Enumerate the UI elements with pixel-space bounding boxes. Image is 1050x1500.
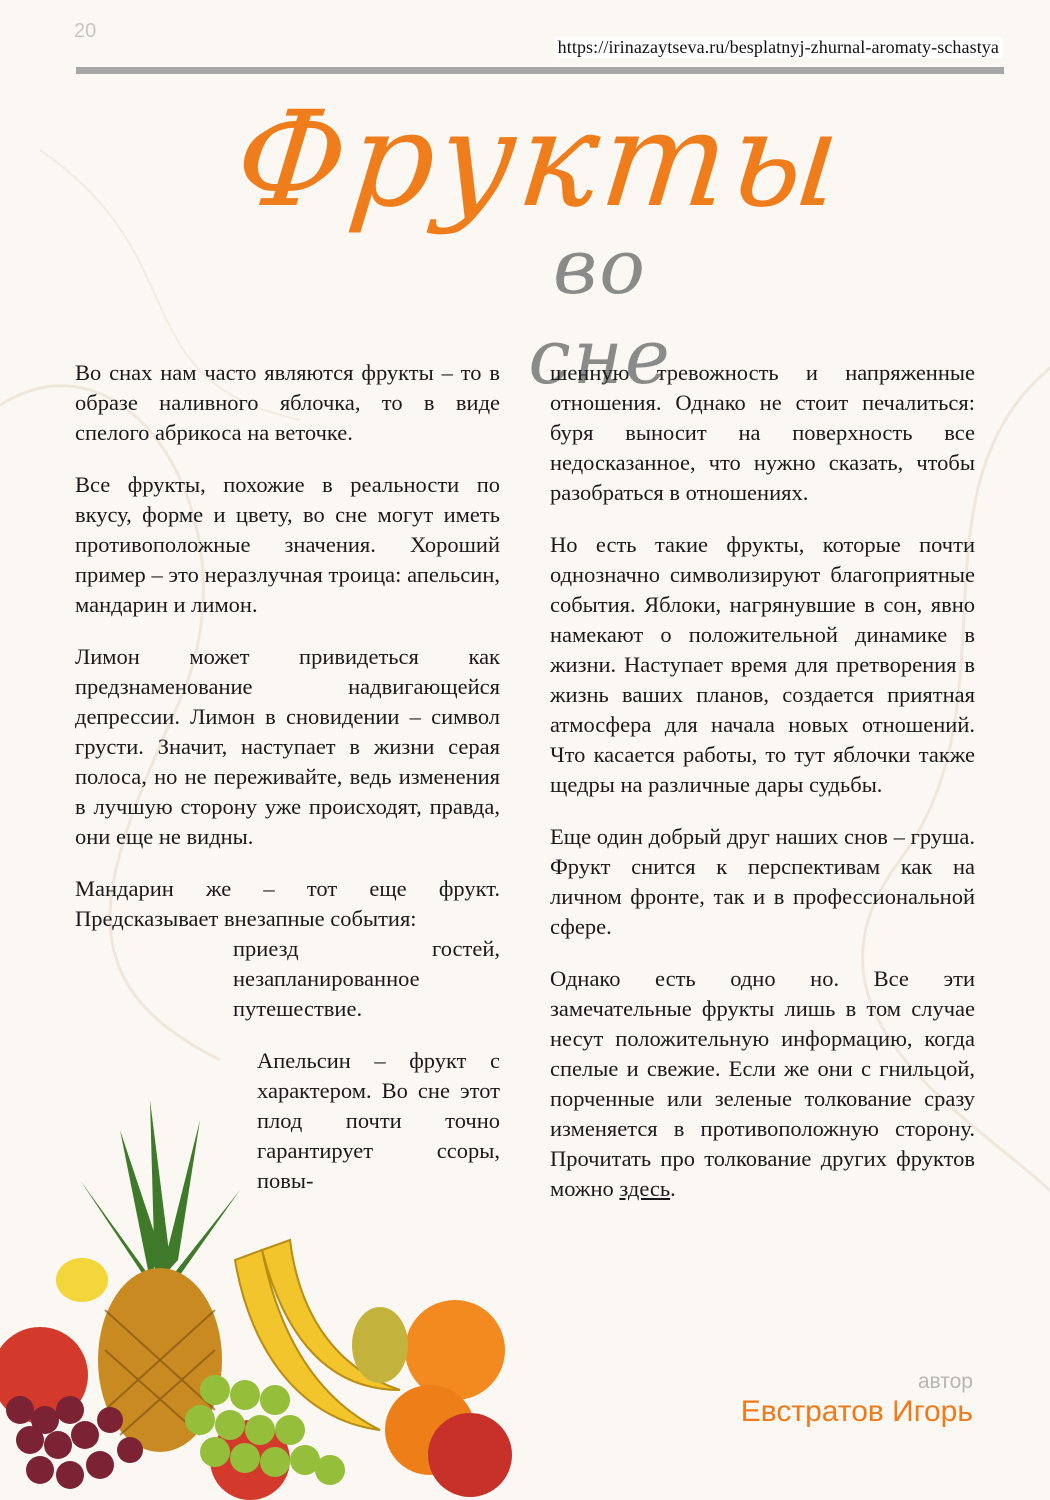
paragraph-orange-cont: шенную тревожность и напряженные отношения. Однако не стоит печалиться: буря выносит на поверхность все недосказанное, что нужно сказать, чтобы разобраться в отношениях. — [550, 360, 975, 505]
paragraph-lemon: Лимон может привидеться как предзнаменование надвигающейся депрессии. Лимон в сновидении – символ грусти. Значит, наступает в жизни серая полоса, но не переживайте, ведь изменения в лучшую сторону уже происходят, правда, они еще не видны. — [75, 644, 500, 849]
header-rule — [76, 67, 1004, 74]
lemon-icon — [56, 1258, 108, 1302]
conclusion-period: . — [670, 1176, 676, 1201]
pineapple-leaves-icon — [80, 1100, 240, 1290]
page-number: 20 — [74, 20, 97, 42]
page-title: Фрукты — [228, 83, 852, 237]
author-name: Евстратов Игорь — [740, 1395, 973, 1428]
right-text-column — [550, 358, 975, 1226]
left-text-column — [75, 358, 500, 1218]
paragraph-orange: Апельсин – фрукт с характером. Во сне этот плод почти точно гарантирует ссоры, повы- — [257, 1048, 500, 1193]
author-label: автор — [917, 1370, 973, 1393]
here-link[interactable]: здесь — [619, 1176, 671, 1201]
orange-icon — [405, 1300, 505, 1400]
mandarin-text-b: приезд гостей, незапланированное путешествие. — [233, 936, 500, 1021]
paragraph-pear: Еще один добрый друг наших снов – груша. Фрукт снится к перспективам как на личном фронте, так и в профессиональной сфере. — [550, 824, 975, 939]
paragraph-intro: Во снах нам часто являются фрукты – то в образе наливного яблочка, то в виде спелого абрикоса на веточке. — [75, 360, 500, 445]
pear-icon — [352, 1307, 408, 1383]
source-url-link[interactable]: https://irinazaytseva.ru/besplatnyj-zhurnal-aromaty-schastya — [554, 37, 1003, 58]
paragraph-apples: Но есть такие фрукты, которые почти однозначно символизируют благоприятные события. Яблоки, нагрянувшие в сон, явно намекают о положительной динамике в жизни. Наступает время для претворения в жизнь ваших планов, создается приятная атмосфера для начала новых отношений. Что касается работы, то тут яблочки также щедры на различные дары судьбы. — [550, 532, 975, 797]
mandarin-text-a: Мандарин же – тот еще фрукт. Предсказывает внезапные события: — [75, 876, 500, 931]
paragraph-opposites: Все фрукты, похожие в реальности по вкусу, форме и цвету, во сне могут иметь противоположные значения. Хороший пример – это неразлучная троица: апельсин, мандарин и лимон. — [75, 472, 500, 617]
conclusion-text: Однако есть одно но. Все эти замечательные фрукты лишь в том случае несут положительную информацию, когда спелые и свежие. Если же они с гнильцой, порченные или зеленые толкование сразу изменяется в противоположную сторону. Прочитать про толкование других фруктов можно — [550, 966, 975, 1201]
paragraph-mandarin — [75, 874, 500, 934]
page-subtitle: во сне — [528, 222, 672, 401]
fruit-illustration — [0, 1090, 520, 1500]
paragraph-conclusion — [550, 964, 975, 1204]
